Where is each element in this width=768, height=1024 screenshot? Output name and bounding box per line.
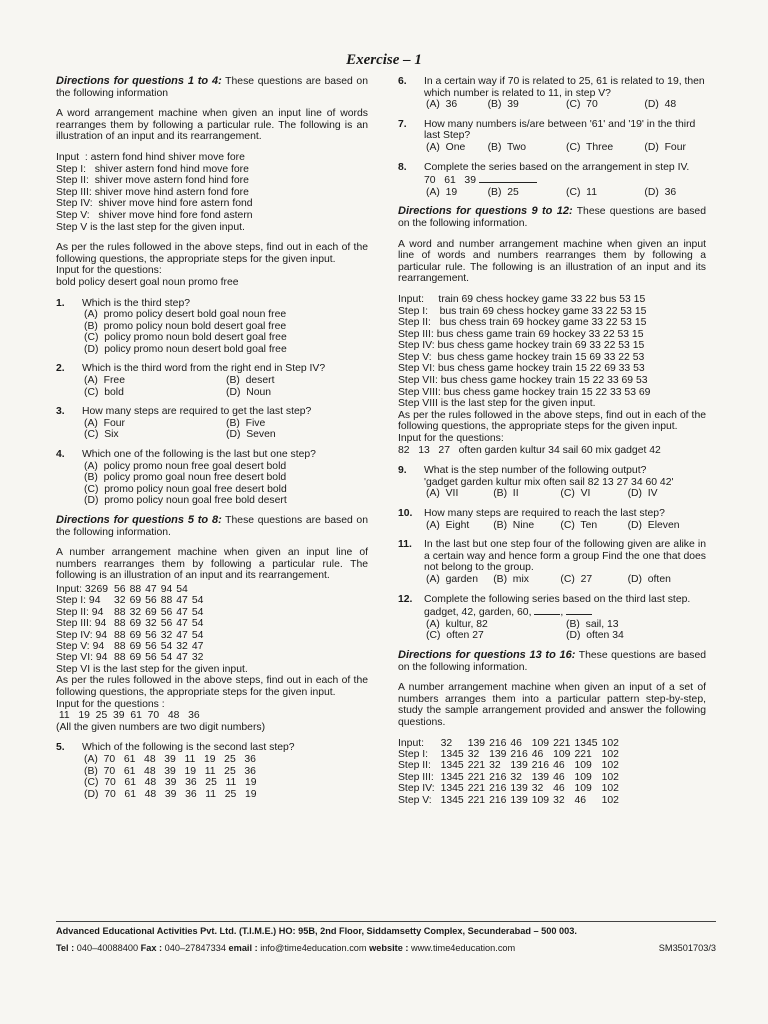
- right-column: [398, 76, 706, 806]
- rules-number-machine: Step VI is the last step for the given input. As per the rules followed in the above steps, find out in each of the following questions, the appropriate steps for the given input. Input for the questions : 11 19 25 39 61 70 48 36 (All the given numbers are two digit numbers): [56, 663, 368, 733]
- rules-word-number-machine: As per the rules followed in the above steps, find out in each of the following questions, the appropriate steps for the given input. Input for the questions: 82 13 27 often garden kultur 34 sail 60 mix gadget 42: [398, 409, 706, 456]
- question-3: 3. How many steps are required to get the last step? (A) Four (B) Five (C) Six (D) Seven: [56, 406, 312, 441]
- question-1: 1. Which is the third step? (A) promo policy desert bold goal noun free (B) promo policy noun bold desert goal free (C) policy promo noun bold desert goal free (D) policy promo noun desert bold goal free: [56, 297, 287, 355]
- left-column: [56, 76, 368, 808]
- page-title: Exercise – 1: [346, 52, 422, 68]
- question-8: 8. Complete the series based on the arrangement in step IV. 70 61 39 (A) 19 (B) 25 (C) 11 (D) 36: [398, 161, 690, 198]
- question-5: 5. Which of the following is the second last step? (A) 70 61 48 39 11 19 25 36 (B) 70 61 48 39 19 11 25 36 (C) 70 61 48 39 36 25 11 19 (D) 70 61 48 39 36 11 25 19: [56, 742, 295, 800]
- intro-word-machine: A word arrangement machine when given an input line of words rearranges them by following a particular rule. The following is an illustration of an input and its rearrangement.: [56, 108, 368, 143]
- email-link[interactable]: info@time4education.com: [260, 943, 367, 953]
- directions-1-4: Directions for questions 1 to 4: These questions are based on the following information: [56, 75, 368, 99]
- question-11: 11. In the last but one step four of the following given are alike in a certain way and hence form a group Find the one that does not belong to the group. (A) garden (B) mix (C) 27 (D) often: [398, 539, 706, 585]
- rules-word-machine: As per the rules followed in the above steps, find out in each of the following questions, the appropriate steps for the given input. Input for the questions: bold policy desert goal noun promo free: [56, 242, 368, 288]
- answer-blank: [479, 173, 537, 183]
- footer-divider: [56, 921, 716, 922]
- directions-13-16: Directions for questions 13 to 16: These questions are based on the following information.: [398, 648, 707, 673]
- question-4: 4. Which one of the following is the last but one step? (A) policy promo noun free goal desert bold (B) policy promo goal noun free desert bold (C) promo policy noun goal free desert bold (D) promo policy noun goal free bold desert: [56, 449, 316, 507]
- number-arrangement-steps: Input: 3269 56 88 47 94 54 Step I: 94 32 69 56 88 47 54 Step II: 94 88 32 69 56 47 54 Step III: 94 88 69 32 56 47 54 Step IV: 94 88 69 56 32 47 54 Step V: 94 88 69 56 54 32 47 Step VI: 94 88 69 56 54 47 32: [56, 583, 204, 664]
- answer-blank: [566, 605, 592, 615]
- question-10: 10. How many steps are required to reach the last step? (A) Eight (B) Nine (C) Ten (D) Eleven: [398, 508, 680, 531]
- intro-number-pattern-machine: A number arrangement machine when given an input of a set of numbers arranges them into a particular pattern step-by-step, study the sample arrangement provided and answer the following questions.: [398, 682, 706, 728]
- intro-word-number-machine: A word and number arrangement machine when given an input line of words and numbers rearranges them by following a particular rule. The following is an illustration of an input and its rearrangement.: [398, 238, 706, 285]
- question-12: 12. Complete the following series based on the third last step. gadget, 42, garden, 60, , (A) kultur, 82 (B) sail, 13 (C) often 27 (D) often 34: [398, 593, 691, 642]
- question-7: 7. How many numbers is/are between '61' and '19' in the third last Step? (A) One (B) Two (C) Three (D) Four: [398, 118, 696, 153]
- word-arrangement-steps: Input : astern fond hind shiver move fore Step I: shiver astern fond hind move fore Step II: shiver move astern fond hind fore Step III: shiver move hind astern fond fore Step IV: shiver move hind fore astern fond Step V: shiver move hind fore fond astern Step V is the last step for the given input.: [56, 151, 253, 233]
- directions-5-8: Directions for questions 5 to 8: These questions are based on the following information.: [56, 514, 368, 538]
- footer-contact: Tel : 040–40088400 Fax : 040–27847334 email : info@time4education.com website : www.time4education.com SM3501703/3: [56, 943, 716, 953]
- intro-number-machine: A number arrangement machine when given an input line of numbers rearranges them by following a particular rule. The following is an illustration of an input and its rearrangement.: [56, 547, 368, 582]
- question-6: 6. In a certain way if 70 is related to 25, 61 is related to 19, then which number is related to 11, in step V? (A) 36 (B) 39 (C) 70 (D) 48: [398, 76, 705, 111]
- number-pattern-steps: Input: 32 139 216 46 109 221 1345 102 Step I: 1345 32 139 216 46 109 221 102 Step II: 1345 221 32 139 216 46 109 102 Step III: 1345 221 216 32 139 46 109 102 Step IV: 1345 221 216 139 32 46 109 102 Step V: 1345 221 216 139 109 32 46 102: [398, 737, 619, 806]
- question-9: 9. What is the step number of the following output? 'gadget garden kultur mix often sail 82 13 27 34 60 42' (A) VII (B) II (C) VI (D) IV: [398, 465, 674, 500]
- footer-address: Advanced Educational Activities Pvt. Ltd. (T.I.M.E.) HO: 95B, 2nd Floor, Siddamsetty Complex, Secunderabad – 500 003.: [56, 926, 577, 936]
- directions-9-12: Directions for questions 9 to 12: These questions are based on the following information.: [398, 205, 706, 229]
- word-number-steps: Input: train 69 chess hockey game 33 22 bus 53 15 Step I: bus train 69 chess hockey game 33 22 53 15 Step II: bus chess train 69 hockey game 33 22 53 15 Step III: bus chess game train 69 hockey 33 22 53 15 Step IV: bus chess game hockey train 69 33 22 53 15 Step V: bus chess game hockey train 15 69 33 22 53 Step VI: bus chess game hockey train 15 22 69 33 53 Step VII: bus chess game hockey train 15 22 33 69 53 Step VIII: bus chess game hockey train 15 22 33 53 69 Step VIII is the last step for the given input.: [398, 293, 651, 410]
- answer-blank: [534, 605, 560, 615]
- document-code: SM3501703/3: [658, 943, 716, 953]
- question-2: 2. Which is the third word from the right end in Step IV? (A) Free (B) desert (C) bold (D) Noun: [56, 363, 326, 398]
- website-link[interactable]: www.time4education.com: [411, 943, 516, 953]
